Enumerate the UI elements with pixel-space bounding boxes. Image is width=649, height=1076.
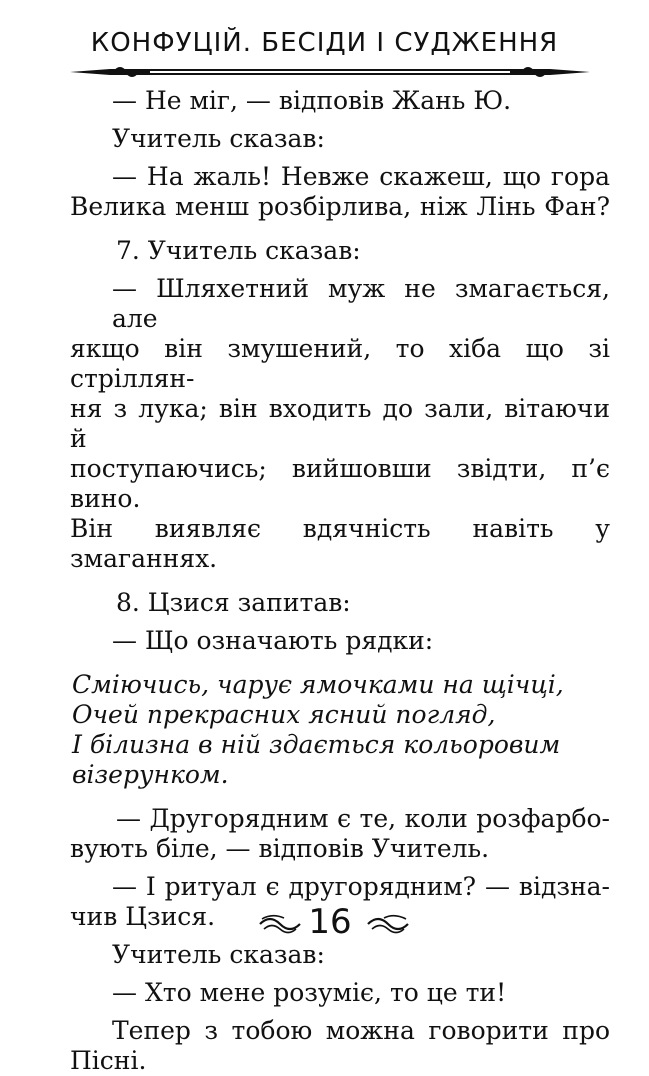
text-line: — На жаль! Невже скажеш, що гора: [112, 162, 610, 191]
text-line: Він виявляє вдячність навіть у змаганнях.: [70, 514, 610, 573]
poem-line: візерунком.: [72, 760, 229, 789]
swirl-ornament-icon: [364, 910, 412, 936]
poem-line: Сміючись, чарує ямочками на щічці,: [72, 670, 564, 699]
text-line: Пісні.: [70, 1046, 147, 1075]
section-heading: 8. Цзися запитав:: [116, 588, 351, 617]
text-line: — Шляхетний муж не змагається, але: [112, 274, 610, 333]
poem-line: Очей прекрасних ясний погляд,: [72, 700, 496, 729]
text-line: вують біле, — відповів Учитель.: [70, 834, 490, 863]
header-ornamental-rule: [70, 62, 590, 82]
text-line: Велика менш розбірлива, ніж Лінь Фан?: [70, 192, 610, 221]
poem-line: І білизна в ній здається кольоровим: [72, 730, 561, 759]
paragraph: — Що означають рядки:: [112, 626, 434, 655]
section-heading: 7. Учитель сказав:: [116, 236, 361, 265]
paragraph: Учитель сказав:: [112, 940, 325, 969]
paragraph: Учитель сказав:: [112, 124, 325, 153]
text-line: чив Цзися.: [70, 902, 216, 931]
text-line: ня з лука; він входить до зали, вітаючи й: [70, 394, 610, 453]
text-line: Тепер з тобою можна говорити про: [112, 1016, 610, 1045]
swirl-ornament-icon: [256, 910, 304, 936]
text-line: — І ритуал є другорядним? — відзна-: [112, 872, 610, 901]
text-line: якщо він змушений, то хіба що зі стріллян-: [70, 334, 610, 393]
paragraph: — Хто мене розуміє, то це ти!: [112, 978, 507, 1007]
page-footer: [0, 900, 649, 944]
text-line: поступаючись; вийшовши звідти, п’є вино.: [70, 454, 610, 513]
page-number: 16: [308, 902, 352, 942]
running-header: КОНФУЦІЙ. БЕСІДИ І СУДЖЕННЯ: [90, 28, 559, 58]
paragraph: — Не міг, — відповів Жань Ю.: [112, 86, 512, 115]
text-line: — Другорядним є те, коли розфарбо-: [116, 804, 610, 833]
